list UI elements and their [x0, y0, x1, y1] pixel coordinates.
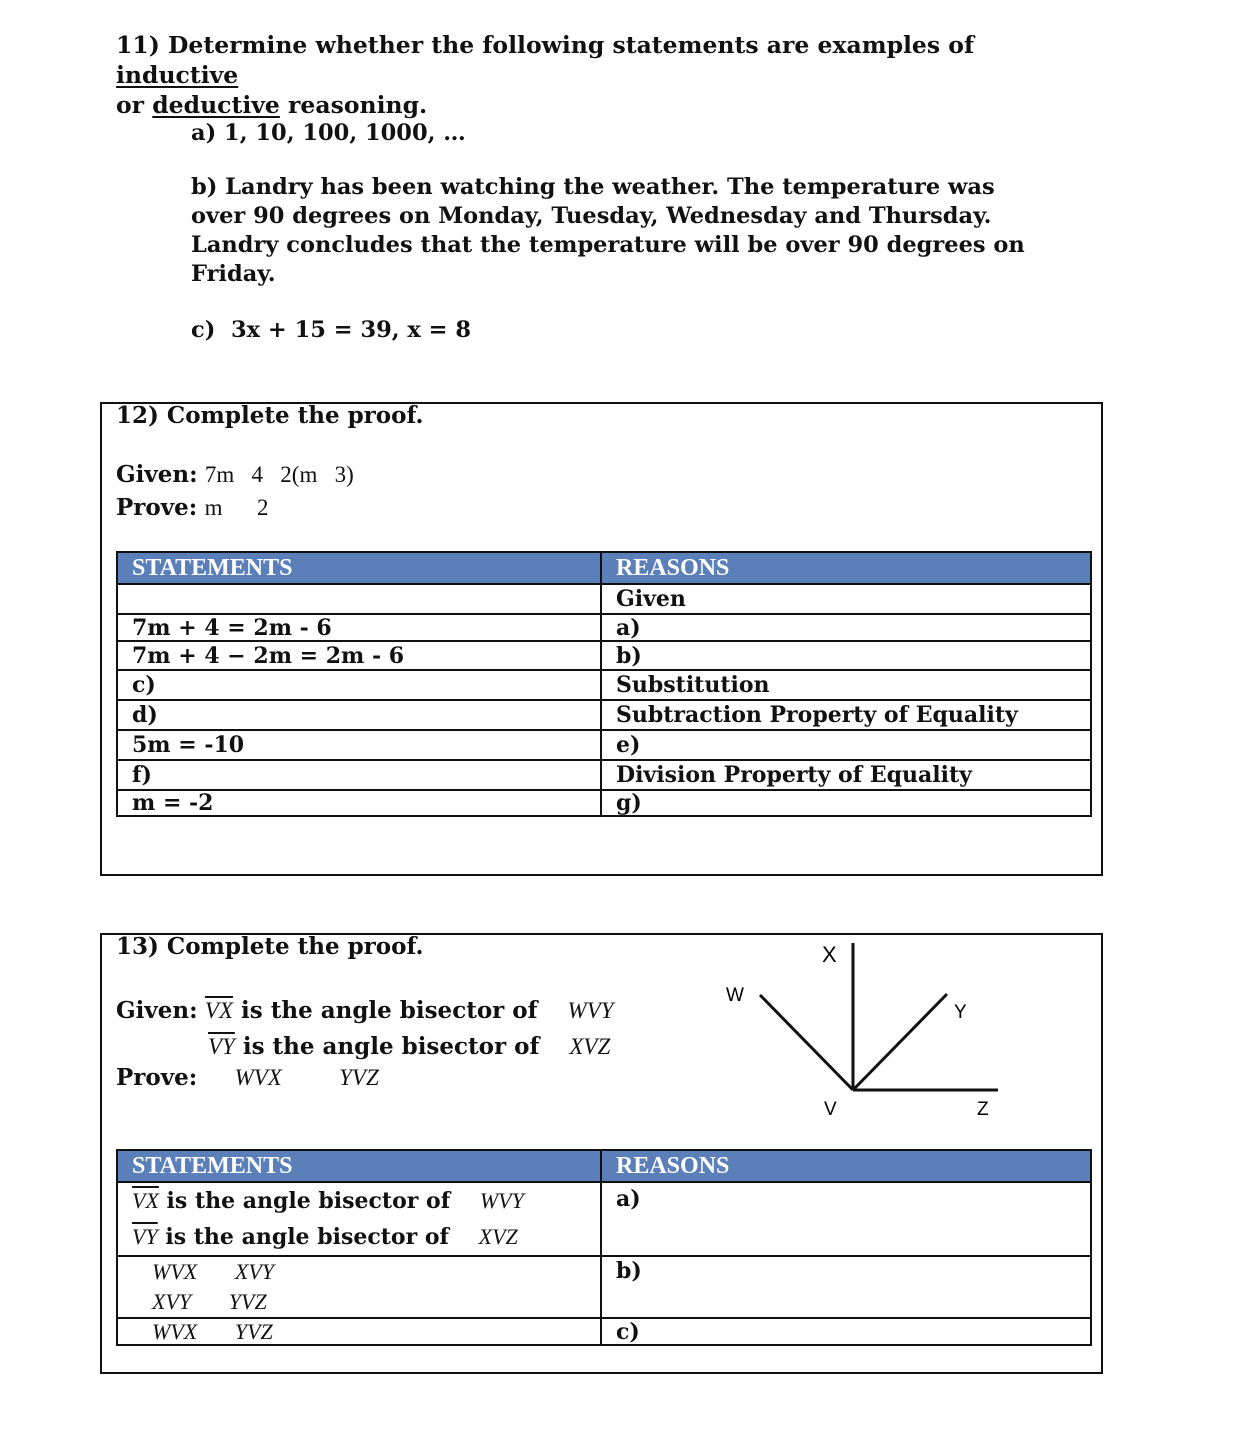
segment-vx: $\overline{VX}$	[132, 1188, 159, 1213]
q11-underlined-deductive: deductive	[152, 91, 280, 119]
q11-title-text-2: or	[116, 91, 153, 119]
point-label-v: V	[824, 1099, 837, 1120]
reason-cell: b)	[601, 641, 1091, 670]
q13-prove-angle-wvx: WVX	[234, 1065, 282, 1090]
table-row	[117, 584, 1091, 614]
point-label-x: X	[822, 942, 837, 967]
q12-prove-label: Prove:	[116, 494, 198, 521]
statement-line	[152, 1287, 600, 1317]
table-row	[117, 1182, 1091, 1256]
q12-given	[116, 460, 354, 490]
reason-cell: a)	[601, 614, 1091, 641]
table-row	[117, 641, 1091, 670]
q11-underlined-inductive: inductive	[116, 61, 239, 89]
q11-title	[116, 30, 1096, 120]
q13-prove-label: Prove:	[116, 1064, 198, 1091]
point-label-w: W	[726, 985, 744, 1006]
statement-line	[132, 1219, 600, 1255]
reason-cell: b)	[601, 1256, 1091, 1318]
q13-proof-table	[116, 1149, 1092, 1346]
q13-title: 13) Complete the proof.	[116, 933, 424, 960]
q13-prove	[116, 1063, 379, 1093]
q13-given-text-1: is the angle bisector of	[233, 997, 546, 1024]
q13-prove-angle-yvz: YVZ	[339, 1065, 379, 1090]
ray-vw	[760, 995, 853, 1090]
q12-reasons-header: REASONS	[601, 552, 1091, 584]
q12-given-expression: 7m 4 2(m 3)	[204, 462, 354, 487]
statement-cell: c)	[117, 670, 601, 700]
reason-cell: Subtraction Property of Equality	[601, 700, 1091, 730]
q13-given-angle-wvy: WVY	[567, 998, 614, 1023]
q13-given-text-2: is the angle bisector of	[234, 1033, 548, 1060]
statement-cell: m = -2	[117, 790, 601, 816]
q12-statements-header: STATEMENTS	[117, 552, 601, 584]
table-row	[117, 614, 1091, 641]
q13-header-row	[117, 1150, 1091, 1182]
reason-cell: Substitution	[601, 670, 1091, 700]
table-row	[117, 730, 1091, 760]
q12-given-label: Given:	[116, 461, 198, 488]
reason-cell: g)	[601, 790, 1091, 816]
statement-cell	[117, 1318, 601, 1345]
table-row	[117, 1256, 1091, 1318]
q12-prove	[116, 493, 268, 523]
statement-cell: f)	[117, 760, 601, 790]
reason-cell: Division Property of Equality	[601, 760, 1091, 790]
statement-line	[132, 1183, 600, 1219]
ray-vy	[853, 994, 947, 1090]
table-row	[117, 760, 1091, 790]
angle-bisector-figure	[700, 938, 1020, 1123]
q11-item-a: a) 1, 10, 100, 1000, …	[191, 120, 466, 146]
statement-cell	[117, 1182, 601, 1256]
q11-item-b: b) Landry has been watching the weather. The temperature was over 90 degrees on Monday, Tuesday, Wednesday and Thursday. Landry concludes that the temperature will be over 90 degrees on Friday.	[191, 174, 1025, 287]
q12-title: 12) Complete the proof.	[116, 402, 424, 429]
q11-item-c-label: c)	[191, 317, 216, 343]
q11-title-text-3: reasoning.	[279, 91, 428, 119]
table-row	[117, 1318, 1091, 1345]
q12-proof-table	[116, 551, 1092, 817]
angle-yvz: YVZ	[234, 1318, 273, 1344]
q12-header-row	[117, 552, 1091, 584]
reason-cell: Given	[601, 584, 1091, 614]
reason-cell: e)	[601, 730, 1091, 760]
angle-xvy: XVY	[234, 1259, 274, 1284]
q11-title-text: 11) Determine whether the following statements are examples of	[116, 31, 975, 59]
statement-cell: 7m + 4 − 2m = 2m - 6	[117, 641, 601, 670]
statement-cell	[117, 1256, 601, 1318]
table-row	[117, 670, 1091, 700]
table-row	[117, 700, 1091, 730]
angle-wvx: WVX	[152, 1318, 198, 1344]
q13-given-segment-vy: $\overline{VY}$	[208, 1034, 235, 1059]
statement-cell: 5m = -10	[117, 730, 601, 760]
q11-item-c-expression: 3x + 15 = 39, x = 8	[231, 317, 472, 343]
statement-line	[152, 1257, 600, 1287]
q13-given-angle-xvz: XVZ	[569, 1034, 611, 1059]
q11-item-c	[191, 316, 1071, 345]
statement-cell: d)	[117, 700, 601, 730]
q13-given-1	[116, 996, 614, 1026]
q13-given-2	[208, 1032, 610, 1062]
angle-xvy: XVY	[152, 1289, 192, 1314]
statement-cell: 7m + 4 = 2m - 6	[117, 614, 601, 641]
angle-yvz: YVZ	[228, 1289, 267, 1314]
statement-text: is the angle bisector of	[158, 1188, 458, 1214]
q12-prove-expression: m 2	[204, 495, 269, 520]
statement-cell	[117, 584, 601, 614]
segment-vy: $\overline{VY}$	[132, 1224, 158, 1249]
q13-given-label: Given:	[116, 997, 198, 1024]
angle-wvx: WVX	[152, 1259, 198, 1284]
q13-statements-header: STATEMENTS	[117, 1150, 601, 1182]
q13-given-segment-vx: $\overline{VX}$	[204, 998, 234, 1023]
reason-cell: a)	[601, 1182, 1091, 1256]
angle-xvz: XVZ	[478, 1224, 518, 1249]
table-row	[117, 790, 1091, 816]
angle-wvy: WVY	[479, 1188, 524, 1213]
q13-reasons-header: REASONS	[601, 1150, 1091, 1182]
point-label-z: Z	[977, 1099, 989, 1120]
reason-cell: c)	[601, 1318, 1091, 1345]
point-label-y: Y	[954, 1002, 967, 1023]
statement-text: is the angle bisector of	[157, 1224, 457, 1250]
